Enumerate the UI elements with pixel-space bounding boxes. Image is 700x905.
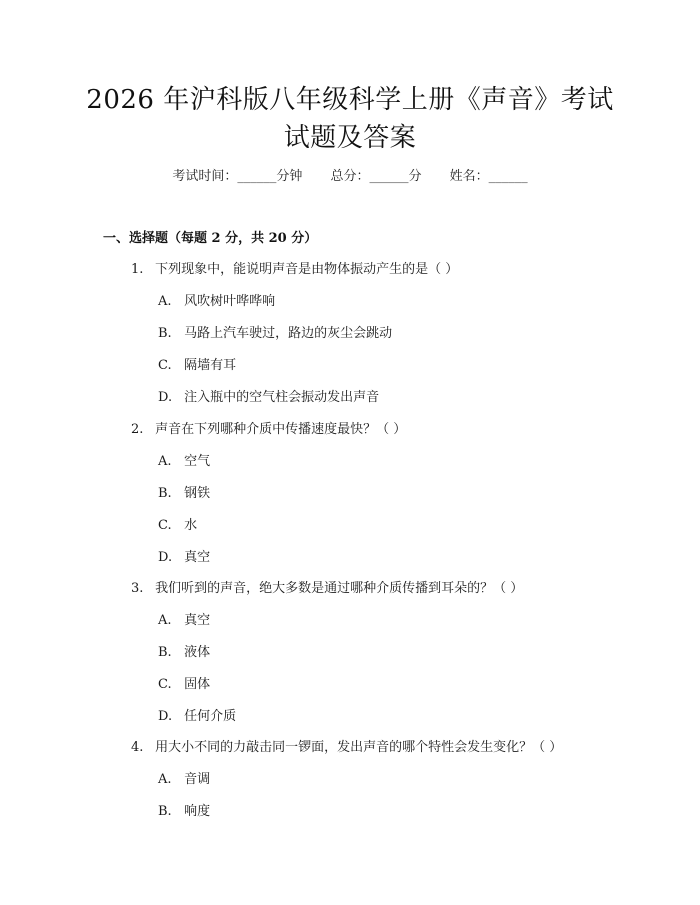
option-3d bbox=[158, 707, 236, 727]
question-number: 1. bbox=[131, 262, 144, 277]
question-4 bbox=[131, 738, 562, 758]
option-4b bbox=[158, 802, 210, 822]
option-3c bbox=[158, 675, 210, 695]
question-text: 我们听到的声音，绝大多数是通过哪种介质传播到耳朵的？（ ） bbox=[155, 581, 524, 596]
option-letter: B. bbox=[158, 804, 172, 819]
option-text: 注入瓶中的空气柱会振动发出声音 bbox=[184, 390, 380, 405]
question-number: 4. bbox=[131, 740, 144, 755]
option-1d bbox=[158, 388, 379, 408]
option-letter: C. bbox=[158, 358, 172, 373]
option-text: 真空 bbox=[184, 613, 211, 628]
option-text: 钢铁 bbox=[184, 486, 211, 501]
option-letter: D. bbox=[158, 709, 173, 724]
option-1b bbox=[158, 324, 392, 344]
option-3b bbox=[158, 643, 210, 663]
exam-time-field: 考试时间：______分钟 bbox=[172, 169, 303, 184]
option-text: 风吹树叶哗哗响 bbox=[184, 294, 276, 309]
option-text: 水 bbox=[184, 518, 198, 533]
option-text: 音调 bbox=[184, 772, 211, 787]
option-text: 液体 bbox=[184, 645, 211, 660]
option-4a bbox=[158, 770, 210, 790]
page-title-line-1: 2026 年沪科版八年级科学上册《声音》考试 bbox=[86, 85, 614, 115]
option-2d bbox=[158, 548, 210, 568]
option-2a bbox=[158, 452, 210, 472]
option-letter: B. bbox=[158, 645, 172, 660]
option-letter: B. bbox=[158, 326, 172, 341]
option-text: 马路上汽车驶过，路边的灰尘会跳动 bbox=[184, 326, 393, 341]
option-letter: C. bbox=[158, 677, 172, 692]
section-heading: 一、选择题（每题 2 分，共 20 分） bbox=[103, 231, 318, 246]
option-letter: B. bbox=[158, 486, 172, 501]
question-number: 3. bbox=[131, 581, 144, 596]
option-text: 隔墙有耳 bbox=[184, 358, 237, 373]
question-number: 2. bbox=[131, 422, 144, 437]
option-2c bbox=[158, 516, 197, 536]
option-letter: D. bbox=[158, 550, 173, 565]
option-text: 真空 bbox=[184, 550, 211, 565]
student-name-field: 姓名：______ bbox=[449, 169, 528, 184]
option-letter: A. bbox=[158, 454, 172, 469]
question-text: 下列现象中，能说明声音是由物体振动产生的是（ ） bbox=[155, 262, 459, 277]
question-2 bbox=[131, 420, 406, 440]
question-text: 声音在下列哪种介质中传播速度最快？（ ） bbox=[155, 422, 407, 437]
option-3a bbox=[158, 611, 210, 631]
question-3 bbox=[131, 579, 523, 599]
question-text: 用大小不同的力敲击同一锣面，发出声音的哪个特性会发生变化？（ ） bbox=[155, 740, 563, 755]
exam-info-row bbox=[0, 166, 700, 188]
option-text: 固体 bbox=[184, 677, 211, 692]
option-letter: A. bbox=[158, 294, 172, 309]
question-1 bbox=[131, 260, 458, 280]
option-text: 响度 bbox=[184, 804, 211, 819]
option-letter: C. bbox=[158, 518, 172, 533]
total-score-field: 总分：______分 bbox=[330, 169, 422, 184]
option-2b bbox=[158, 484, 210, 504]
option-letter: A. bbox=[158, 772, 172, 787]
option-1a bbox=[158, 292, 275, 312]
option-letter: D. bbox=[158, 390, 173, 405]
option-text: 空气 bbox=[184, 454, 211, 469]
page-title-line-2: 试题及答案 bbox=[283, 123, 417, 153]
option-1c bbox=[158, 356, 236, 376]
option-letter: A. bbox=[158, 613, 172, 628]
option-text: 任何介质 bbox=[184, 709, 237, 724]
